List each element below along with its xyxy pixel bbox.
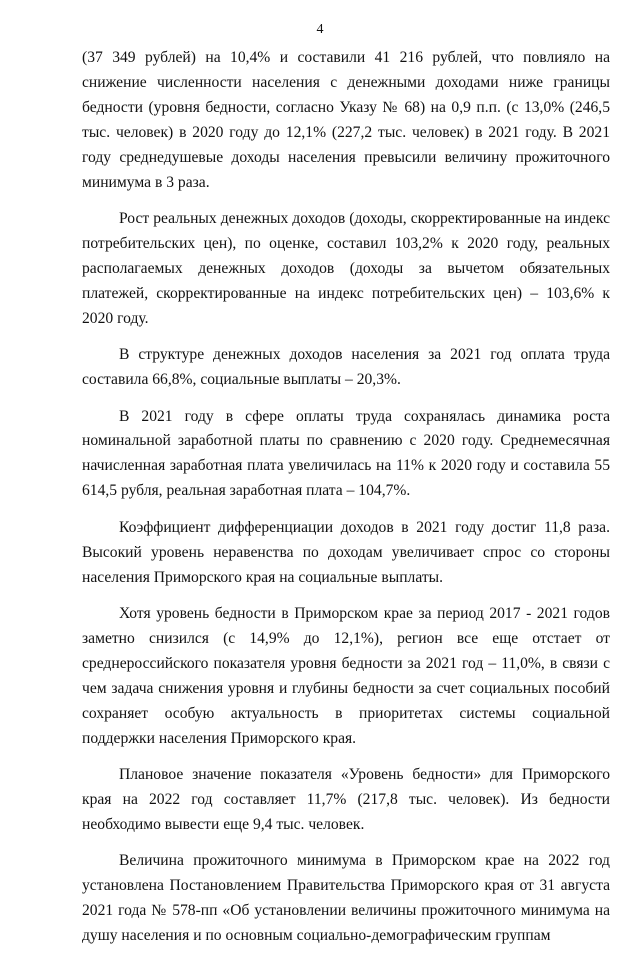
document-body <box>82 46 610 961</box>
paragraph-real-income: Рост реальных денежных доходов (доходы, скорректированные на индекс потребительских цен), по оценке, составил 103,2% к 2020 году, реальных располагаемых денежных доходов (доходы за вычетом обязательных платежей, скорректированные на индекс потребительских цен) – 103,6% к 2020 году. <box>82 210 610 327</box>
paragraph-subsistence-minimum: Величина прожиточного минимума в Приморском крае на 2022 год установлена Постановлением Правительства Приморского края от 31 августа 2021 года № 578-пп «Об установлении величины прожиточного минимума на душу населения и по основным социально-демографическим группам <box>82 852 610 945</box>
paragraph-income-differentiation: Коэффициент дифференциации доходов в 2021 году достиг 11,8 раза. Высокий уровень неравенства по доходам увеличивает спрос со стороны населения Приморского края на социальные выплаты. <box>82 518 610 586</box>
paragraph-poverty-target: Плановое значение показателя «Уровень бедности» для Приморского края на 2022 год составляет 11,7% (217,8 тыс. человек). Из бедности необходимо вывести еще 9,4 тыс. человек. <box>82 766 610 833</box>
paragraph-poverty-level: Хотя уровень бедности в Приморском крае за период 2017 - 2021 годов заметно снизился (с 14,9% до 12,1%), регион все еще отстает от среднероссийского показателя уровня бедности за 2021 год – 11,0%, в связи с чем задача снижения уровня и глубины бедности за счет социальных пособий сохраняет особую актуальность в приоритетах системы социальной поддержки населения Приморского края. <box>82 605 610 747</box>
page-number: 4 <box>316 22 324 37</box>
paragraph-continued-income: (37 349 рублей) на 10,4% и составили 41 216 рублей, что повлияло на снижение численности населения с денежными доходами ниже границы бедности (уровня бедности, согласно Указу № 68) на 0,9 п.п. (с 13,0% (246,5 тыс. человек) в 2020 году до 12,1% (227,2 тыс. человек) в 2021 году. В 2021 году среднедушевые доходы населения превысили величину прожиточного минимума в 3 раза. <box>82 49 610 191</box>
paragraph-wages: В 2021 году в сфере оплаты труда сохранялась динамика роста номинальной заработной платы по сравнению с 2020 году. Среднемесячная начисленная заработная плата увеличилась на 11% к 2020 году и составила 55 614,5 рубля, реальная заработная плата – 104,7%. <box>82 407 610 500</box>
paragraph-income-structure: В структуре денежных доходов населения за 2021 год оплата труда составила 66,8%, социальные выплаты – 20,3%. <box>82 346 610 389</box>
